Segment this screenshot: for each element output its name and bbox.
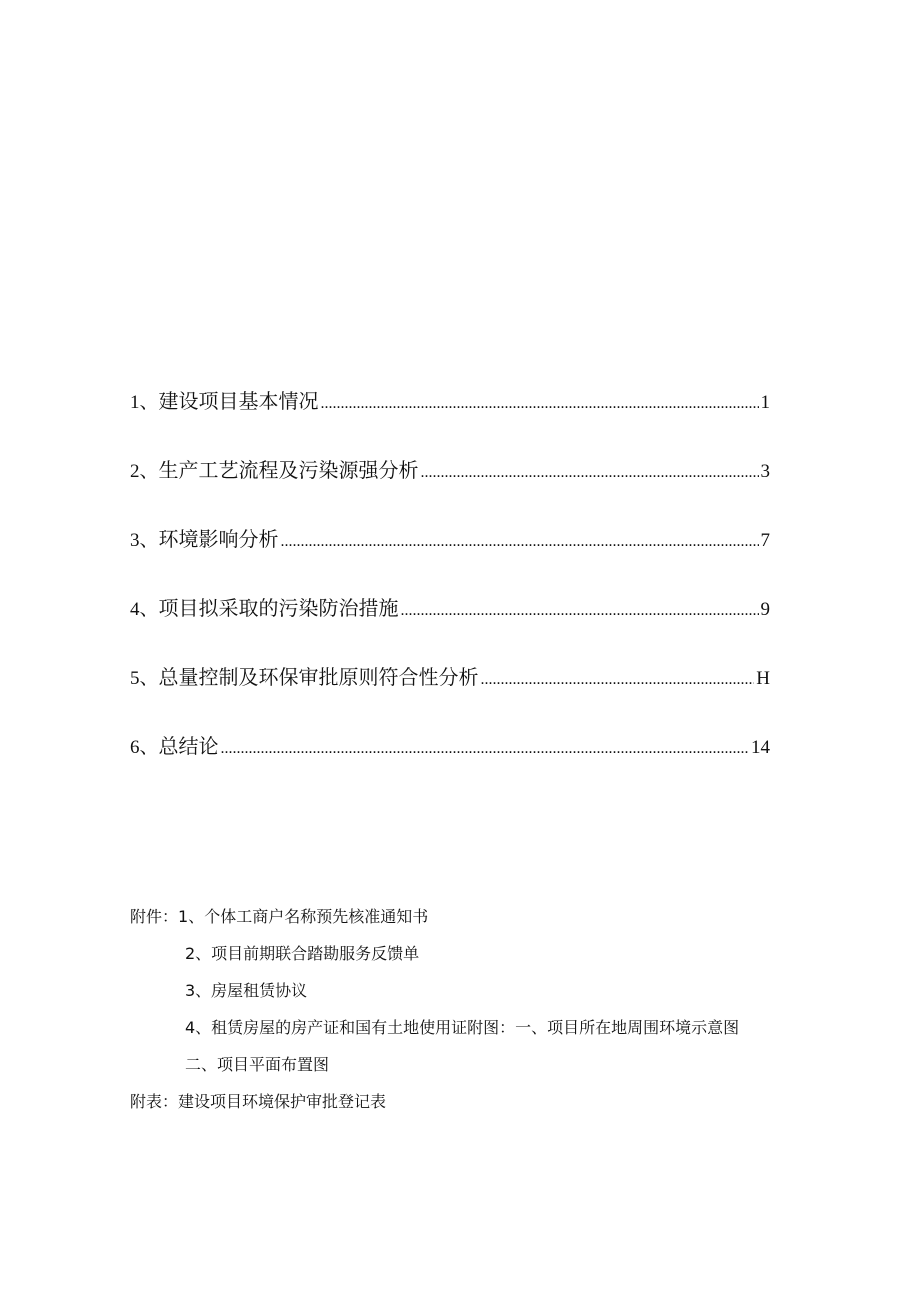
toc-entry-page: 3: [760, 461, 770, 482]
toc-leader-dots: [281, 525, 759, 559]
attachment-item: 3、房屋租赁协议: [185, 981, 308, 1000]
attachment-line-3: [130, 976, 790, 1013]
toc-entry-1[interactable]: [130, 384, 770, 453]
attachment-line-4: [130, 1013, 790, 1050]
toc-entry-4[interactable]: [130, 591, 770, 660]
toc-entry-title: 建设项目基本情况: [158, 389, 319, 413]
attachment-item: 二、项目平面布置图: [185, 1055, 330, 1074]
annex-list: [130, 902, 790, 1124]
toc-entry-6[interactable]: [130, 729, 770, 798]
toc-entry-3[interactable]: [130, 522, 770, 591]
attached-table-text: 附表：建设项目环境保护审批登记表: [130, 1092, 387, 1111]
toc-entry-5[interactable]: [130, 660, 770, 729]
table-of-contents: [130, 384, 770, 798]
attachment-line-2: [130, 939, 790, 976]
toc-leader-dots: [321, 387, 759, 421]
attachment-item: 1、个体工商户名称预先核准通知书: [178, 907, 429, 926]
toc-entry-page: 7: [760, 530, 770, 551]
toc-entry-page: 9: [760, 599, 770, 620]
toc-leader-dots: [401, 594, 759, 628]
attached-table-line: [130, 1087, 790, 1124]
toc-entry-title: 项目拟采取的污染防治措施: [158, 596, 399, 620]
toc-entry-number: 1、: [130, 392, 159, 413]
attachments-label: 附件：: [130, 907, 179, 926]
toc-entry-number: 5、: [130, 668, 159, 689]
toc-entry-title: 环境影响分析: [158, 527, 279, 551]
toc-entry-page: 14: [751, 737, 770, 758]
toc-leader-dots: [221, 732, 749, 766]
toc-entry-number: 3、: [130, 530, 159, 551]
toc-entry-page: H: [756, 668, 770, 689]
toc-entry-number: 4、: [130, 599, 159, 620]
attachment-line-5: [130, 1050, 790, 1087]
toc-entry-page: 1: [760, 392, 770, 413]
attachment-item: 4、租赁房屋的房产证和国有土地使用证附图：一、项目所在地周围环境示意图: [185, 1018, 740, 1037]
attachment-line-1: [130, 902, 790, 939]
toc-leader-dots: [481, 663, 755, 697]
attachment-item: 2、项目前期联合踏勘服务反馈单: [185, 944, 420, 963]
toc-entry-number: 6、: [130, 737, 159, 758]
toc-entry-number: 2、: [130, 461, 159, 482]
toc-entry-2[interactable]: [130, 453, 770, 522]
toc-entry-title: 总结论: [158, 734, 219, 758]
toc-entry-title: 生产工艺流程及污染源强分析: [158, 458, 419, 482]
toc-entry-title: 总量控制及环保审批原则符合性分析: [158, 665, 479, 689]
toc-leader-dots: [421, 456, 759, 490]
